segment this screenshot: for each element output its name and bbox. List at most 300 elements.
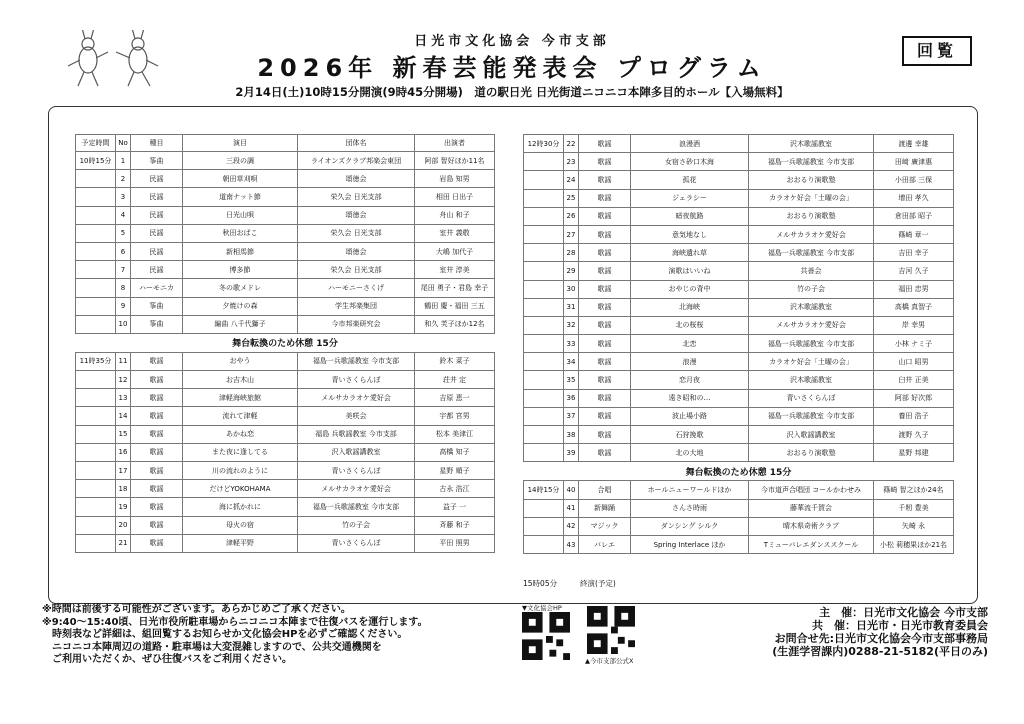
cell-piece: 北の桜桜 — [631, 316, 749, 334]
sponsor-line: (生涯学習課内)0288-21-5182(平日のみ) — [772, 645, 988, 658]
cell-performer: 小田部 三保 — [874, 171, 954, 189]
cell-piece: あかね恋 — [183, 425, 298, 443]
cell-time — [76, 462, 116, 480]
cell-no: 38 — [564, 426, 579, 444]
cell-no: 14 — [116, 407, 131, 425]
cell-genre: 歌謡 — [579, 225, 631, 243]
cell-time — [524, 335, 564, 353]
cell-piece: 流れて津軽 — [183, 407, 298, 425]
cell-genre: バレエ — [579, 535, 631, 553]
cell-time: 11時35分 — [76, 352, 116, 370]
cell-performer: 渡野 久子 — [874, 426, 954, 444]
cell-group: カラオケ好会「土曜の会」 — [749, 353, 874, 371]
cell-time — [524, 535, 564, 553]
circulation-stamp: 回覧 — [902, 36, 972, 66]
cell-piece: 秋田おばこ — [183, 224, 298, 242]
cell-no: 3 — [116, 188, 131, 206]
cell-no: 22 — [564, 135, 579, 153]
cell-time — [524, 426, 564, 444]
cell-genre: 民謡 — [131, 224, 183, 242]
cell-time — [524, 207, 564, 225]
cell-time — [76, 425, 116, 443]
program-row — [76, 279, 495, 297]
cell-performer: 高橋 真智子 — [874, 298, 954, 316]
cell-genre: 歌謡 — [579, 189, 631, 207]
cell-group: 頌徳会 — [298, 170, 415, 188]
sponsor-line: 共 催：日光市・日光市教育委員会 — [812, 619, 988, 632]
cell-time — [524, 153, 564, 171]
qr-code-x[interactable] — [587, 606, 635, 654]
program-row — [76, 443, 495, 461]
cell-no: 13 — [116, 389, 131, 407]
cell-performer: 阿部 智好ほか11名 — [415, 152, 495, 170]
cell-performer: 岩島 知男 — [415, 170, 495, 188]
cell-piece: 海峡遺れ草 — [631, 244, 749, 262]
cell-time — [524, 280, 564, 298]
header-time: 予定時間 — [76, 135, 116, 152]
cell-no: 12 — [116, 371, 131, 389]
cell-group: 福島一兵歌謡教室 今市支部 — [749, 407, 874, 425]
cell-performer: 室井 淳美 — [415, 261, 495, 279]
cell-performer: 相田 日出子 — [415, 188, 495, 206]
cell-no: 43 — [564, 535, 579, 553]
program-row — [76, 315, 495, 333]
cell-genre: 歌謡 — [131, 371, 183, 389]
cell-genre: 筝曲 — [131, 315, 183, 333]
cell-genre: 歌謡 — [579, 316, 631, 334]
cell-performer: 星野 邦建 — [874, 444, 954, 462]
cell-piece: 三段の調 — [183, 152, 298, 170]
cell-piece: 孤花 — [631, 171, 749, 189]
cell-time — [524, 371, 564, 389]
cell-genre: 歌謡 — [579, 135, 631, 153]
cell-genre: 歌謡 — [579, 262, 631, 280]
cell-performer: 田﨑 廣津惠 — [874, 153, 954, 171]
cell-genre: 歌謡 — [131, 534, 183, 552]
page-title: 2026年 新春芸能発表会 プログラム — [257, 54, 767, 82]
cell-time — [524, 499, 564, 517]
cell-time — [524, 262, 564, 280]
cell-piece: 北の大地 — [631, 444, 749, 462]
cell-no: 9 — [116, 297, 131, 315]
cell-performer: 篠崎 章一 — [874, 225, 954, 243]
cell-group: 青いさくらんぼ — [298, 462, 415, 480]
cell-no: 23 — [564, 153, 579, 171]
cell-genre: 民謡 — [131, 261, 183, 279]
cell-piece: 演歌はいいね — [631, 262, 749, 280]
cell-time — [76, 480, 116, 498]
program-row — [524, 316, 954, 334]
program-row — [524, 389, 954, 407]
cell-no: 29 — [564, 262, 579, 280]
program-row — [524, 153, 954, 171]
cell-piece: 道南ナット節 — [183, 188, 298, 206]
cell-time — [76, 534, 116, 552]
cell-no: 30 — [564, 280, 579, 298]
notes-block — [42, 604, 512, 667]
cell-group: 沢木歌謡教室 — [749, 135, 874, 153]
program-row — [76, 170, 495, 188]
cell-group: メルサカラオケ愛好会 — [749, 225, 874, 243]
program-row — [76, 498, 495, 516]
cell-genre: 筝曲 — [131, 297, 183, 315]
cell-performer: 大嶋 加代子 — [415, 242, 495, 260]
cell-genre: 民謡 — [131, 242, 183, 260]
cell-genre: 歌謡 — [579, 371, 631, 389]
cell-piece: 母火の宿 — [183, 516, 298, 534]
program-row — [76, 425, 495, 443]
cell-genre: 歌謡 — [579, 153, 631, 171]
cell-no: 8 — [116, 279, 131, 297]
cell-no: 39 — [564, 444, 579, 462]
cell-no: 40 — [564, 481, 579, 499]
cell-group: 藤華流千賀会 — [749, 499, 874, 517]
cell-genre: 新舞踊 — [579, 499, 631, 517]
header-piece: 演目 — [183, 135, 298, 152]
cell-group: 福島一兵歌謡教室 今市支部 — [749, 244, 874, 262]
cell-group: 竹の子会 — [749, 280, 874, 298]
cell-piece: ジェラシー — [631, 189, 749, 207]
cell-genre: 歌謡 — [131, 389, 183, 407]
cell-time — [76, 188, 116, 206]
cell-piece: 博多節 — [183, 261, 298, 279]
cell-genre: 歌謡 — [131, 425, 183, 443]
cell-group: 沢入歌謡講教室 — [749, 426, 874, 444]
program-row — [76, 297, 495, 315]
qr-code-hp[interactable] — [522, 612, 570, 660]
cell-no: 16 — [116, 443, 131, 461]
cell-group: 福島 兵歌謡教室 今市支部 — [298, 425, 415, 443]
cell-performer: 臼井 正美 — [874, 371, 954, 389]
sponsor-line: お問合せ先:日光市文化協会今市支部事務局 — [774, 632, 988, 645]
cell-group: 福島一兵歌謡教室 今市支部 — [298, 352, 415, 370]
cell-group: 青いさくらんぼ — [749, 389, 874, 407]
cell-group: 今市道声合唱団 コールかわせみ — [749, 481, 874, 499]
cell-piece: 朝田草刈唄 — [183, 170, 298, 188]
cell-time — [524, 389, 564, 407]
cell-piece: 遠き昭和の… — [631, 389, 749, 407]
cell-no: 37 — [564, 407, 579, 425]
cell-genre: 歌謡 — [579, 389, 631, 407]
cell-time — [76, 297, 116, 315]
cell-no: 11 — [116, 352, 131, 370]
program-row — [76, 462, 495, 480]
cell-group: 今市邦楽研究会 — [298, 315, 415, 333]
cell-no: 24 — [564, 171, 579, 189]
cell-no: 42 — [564, 517, 579, 535]
cell-group: 沢入歌謡講教室 — [298, 443, 415, 461]
cell-group: 沢木歌謡教室 — [749, 371, 874, 389]
cell-performer: 倉田部 昭子 — [874, 207, 954, 225]
program-row — [76, 352, 495, 370]
cell-performer: 小林 ナミ子 — [874, 335, 954, 353]
program-row — [524, 407, 954, 425]
program-row — [524, 171, 954, 189]
header-group: 団体名 — [298, 135, 415, 152]
cell-time — [524, 353, 564, 371]
cell-piece: ダンシング シルク — [631, 517, 749, 535]
cell-group: メルサカラオケ愛好会 — [298, 480, 415, 498]
cell-genre: 歌謡 — [579, 207, 631, 225]
cell-no: 33 — [564, 335, 579, 353]
cell-group: メルサカラオケ愛好会 — [298, 389, 415, 407]
intermission-row — [524, 462, 954, 481]
cell-time — [76, 170, 116, 188]
cell-piece: 意気地なし — [631, 225, 749, 243]
program-row — [524, 481, 954, 499]
intermission-label: 舞台転換のため休憩 15分 — [76, 333, 495, 352]
cell-performer: 福田 忠男 — [874, 280, 954, 298]
program-row — [524, 371, 954, 389]
cell-performer: 益子 一 — [415, 498, 495, 516]
cell-no: 21 — [116, 534, 131, 552]
cell-performer: 阿部 好次郎 — [874, 389, 954, 407]
cell-no: 18 — [116, 480, 131, 498]
organizer-line: 日光市文化協会 今市支部 — [414, 34, 610, 49]
cell-group: 青いさくらんぼ — [298, 371, 415, 389]
cell-time — [524, 225, 564, 243]
cell-genre: 歌謡 — [579, 335, 631, 353]
cell-no: 1 — [116, 152, 131, 170]
cell-performer: 荘井 定 — [415, 371, 495, 389]
cell-genre: 歌謡 — [131, 443, 183, 461]
intermission-label: 舞台転換のため休憩 15分 — [524, 462, 954, 481]
cell-piece: だけどYOKOHAMA — [183, 480, 298, 498]
cell-group: 学生邦楽集団 — [298, 297, 415, 315]
cell-group: 福島一兵歌謡教室 今市支部 — [298, 498, 415, 516]
cell-genre: 筝曲 — [131, 152, 183, 170]
program-row — [76, 242, 495, 260]
sponsor-line: 主 催：日光市文化協会 今市支部 — [819, 606, 988, 619]
program-row — [524, 426, 954, 444]
cell-group: ライオンズクラブ邦楽会東団 — [298, 152, 415, 170]
note-line: ご利用いただくか、ぜひ往復バスをご利用ください。 — [52, 654, 292, 665]
cell-genre: 民謡 — [131, 206, 183, 224]
cell-group: 共善会 — [749, 262, 874, 280]
cell-performer: 山口 昭男 — [874, 353, 954, 371]
cell-genre: マジック — [579, 517, 631, 535]
cell-genre: 歌謡 — [579, 426, 631, 444]
cell-time — [76, 498, 116, 516]
cell-performer: 岸 幸男 — [874, 316, 954, 334]
cell-performer: 平田 照男 — [415, 534, 495, 552]
cell-no: 31 — [564, 298, 579, 316]
program-row — [524, 353, 954, 371]
cell-piece: 波止場小路 — [631, 407, 749, 425]
cell-genre: 合唱 — [579, 481, 631, 499]
cell-no: 36 — [564, 389, 579, 407]
cell-piece: 編曲 八千代獅子 — [183, 315, 298, 333]
program-row — [76, 224, 495, 242]
header-no: No — [116, 135, 131, 152]
program-row — [76, 261, 495, 279]
cell-piece: お吉木山 — [183, 371, 298, 389]
cell-piece: 石狩挽歌 — [631, 426, 749, 444]
cell-group: 頌徳会 — [298, 242, 415, 260]
cell-time — [524, 517, 564, 535]
cell-no: 41 — [564, 499, 579, 517]
cell-group: 栄久会 日光支部 — [298, 224, 415, 242]
cell-no: 5 — [116, 224, 131, 242]
cell-genre: 歌謡 — [131, 516, 183, 534]
cell-performer: 古永 浩江 — [415, 480, 495, 498]
cell-performer: 高橋 知子 — [415, 443, 495, 461]
cell-performer: 小松 莉穂果ほか21名 — [874, 535, 954, 553]
cell-performer: 宇都 宮男 — [415, 407, 495, 425]
cell-group: 福島一兵歌謡教室 今市支部 — [749, 335, 874, 353]
cell-piece: 海に抓かれに — [183, 498, 298, 516]
cell-performer: 吉原 恵一 — [415, 389, 495, 407]
note-line: 時刻表など詳細は、組回覧するお知らせか文化協会HPを必ずご確認ください。 — [52, 629, 408, 640]
cell-performer: 尾田 勇子・君島 幸子 — [415, 279, 495, 297]
cell-piece: 暗夜航路 — [631, 207, 749, 225]
rabbit-illustration — [58, 30, 168, 90]
cell-piece: おやじの背中 — [631, 280, 749, 298]
header-performer: 出演者 — [415, 135, 495, 152]
program-row — [76, 407, 495, 425]
cell-genre: 歌謡 — [579, 280, 631, 298]
sponsor-block — [668, 606, 988, 658]
cell-time: 14時15分 — [524, 481, 564, 499]
cell-no: 35 — [564, 371, 579, 389]
cell-performer: 吉河 久子 — [874, 262, 954, 280]
cell-no: 27 — [564, 225, 579, 243]
cell-genre: 歌謡 — [131, 352, 183, 370]
cell-group: ハーモニーさくげ — [298, 279, 415, 297]
cell-no: 2 — [116, 170, 131, 188]
program-row — [524, 499, 954, 517]
cell-time — [76, 224, 116, 242]
cell-performer: 鈴木 菜子 — [415, 352, 495, 370]
cell-time — [76, 443, 116, 461]
cell-group: 青いさくらんぼ — [298, 534, 415, 552]
cell-time — [76, 516, 116, 534]
cell-time — [76, 279, 116, 297]
program-row — [524, 135, 954, 153]
program-row — [524, 189, 954, 207]
cell-genre: 歌謡 — [131, 462, 183, 480]
cell-group: 福島一兵歌謡教室 今市支部 — [749, 153, 874, 171]
cell-group: メルサカラオケ愛好会 — [749, 316, 874, 334]
cell-no: 15 — [116, 425, 131, 443]
cell-genre: 歌謡 — [579, 444, 631, 462]
cell-no: 7 — [116, 261, 131, 279]
cell-no: 20 — [116, 516, 131, 534]
cell-performer: 斉藤 和子 — [415, 516, 495, 534]
note-line: ニコニコ本陣周辺の道路・駐車場は大変混雑しますので、公共交通機関を — [52, 641, 382, 653]
cell-no: 6 — [116, 242, 131, 260]
note-line: ※時間は前後する可能性がございます。あらかじめご了承ください。 — [42, 604, 351, 615]
cell-performer: 矢崎 永 — [874, 517, 954, 535]
cell-time — [524, 244, 564, 262]
program-table-right — [523, 134, 954, 554]
cell-piece: 恋月夜 — [631, 371, 749, 389]
cell-performer: 松本 美津江 — [415, 425, 495, 443]
cell-time — [524, 444, 564, 462]
qr-label-x: ▲今市支部公式X — [585, 657, 634, 665]
program-row — [524, 280, 954, 298]
cell-piece: さんさ時雨 — [631, 499, 749, 517]
cell-group: 沢木歌謡教室 — [749, 298, 874, 316]
program-row — [76, 534, 495, 552]
cell-performer: 鶴田 慶・福田 三五 — [415, 297, 495, 315]
program-row — [524, 444, 954, 462]
cell-performer: 篠崎 智之ほか24名 — [874, 481, 954, 499]
program-row — [524, 262, 954, 280]
cell-group: 美咲会 — [298, 407, 415, 425]
program-row — [76, 516, 495, 534]
cell-piece: Spring Interlace ほか — [631, 535, 749, 553]
cell-piece: 浪漫酒 — [631, 135, 749, 153]
cell-no: 26 — [564, 207, 579, 225]
program-row — [76, 389, 495, 407]
cell-time — [76, 206, 116, 224]
cell-group: おおるり演歌塾 — [749, 444, 874, 462]
cell-no: 34 — [564, 353, 579, 371]
cell-time — [524, 189, 564, 207]
cell-genre: 民謡 — [131, 188, 183, 206]
cell-time — [524, 171, 564, 189]
cell-piece: ホールニューワールドほか — [631, 481, 749, 499]
cell-piece: また夜に逢してる — [183, 443, 298, 461]
program-row — [76, 188, 495, 206]
cell-time — [76, 315, 116, 333]
cell-no: 25 — [564, 189, 579, 207]
cell-piece: 冬の歌メドレ — [183, 279, 298, 297]
cell-genre: 歌謡 — [579, 407, 631, 425]
intermission-row — [76, 333, 495, 352]
cell-performer: 舟山 和子 — [415, 206, 495, 224]
cell-group: カラオケ好会「土曜の会」 — [749, 189, 874, 207]
cell-piece: おやう — [183, 352, 298, 370]
cell-time — [76, 389, 116, 407]
cell-time — [76, 242, 116, 260]
cell-piece: 川の流れのように — [183, 462, 298, 480]
program-row — [524, 207, 954, 225]
program-row — [524, 298, 954, 316]
cell-group: Tミューバレエダンススクール — [749, 535, 874, 553]
event-subtitle: 2月14日(土)10時15分開演(9時45分開場) 道の駅日光 日光街道ニコニコ本陣多目的ホール【入場無料】 — [235, 85, 789, 99]
cell-group: 晴木県奇術クラブ — [749, 517, 874, 535]
cell-performer: 吉田 幸子 — [874, 244, 954, 262]
cell-piece: 女宿さ砂口木海 — [631, 153, 749, 171]
cell-piece: 新相馬節 — [183, 242, 298, 260]
cell-piece: 津軽平野 — [183, 534, 298, 552]
cell-group: 竹の子会 — [298, 516, 415, 534]
cell-piece: 浪漫 — [631, 353, 749, 371]
program-row — [524, 517, 954, 535]
cell-performer: 渡邊 幸雄 — [874, 135, 954, 153]
qr-label-hp: ▼文化協会HP — [522, 604, 562, 612]
cell-time: 12時30分 — [524, 135, 564, 153]
cell-performer: 和久 芙子ほか12名 — [415, 315, 495, 333]
cell-no: 19 — [116, 498, 131, 516]
cell-genre: ハーモニカ — [131, 279, 183, 297]
cell-genre: 歌謡 — [579, 171, 631, 189]
cell-performer: 千籾 豊美 — [874, 499, 954, 517]
cell-group: 栄久会 日光支部 — [298, 188, 415, 206]
cell-piece: 北恋 — [631, 335, 749, 353]
cell-piece: 津軽海峡旅館 — [183, 389, 298, 407]
cell-genre: 歌謡 — [131, 480, 183, 498]
note-line: ※9:40～15:40頃、日光市役所駐車場からニコニコ本陣まで往復バスを運行します。 — [42, 616, 428, 628]
program-row — [524, 225, 954, 243]
cell-piece: 北海峡 — [631, 298, 749, 316]
cell-performer: 室井 義敬 — [415, 224, 495, 242]
cell-no: 28 — [564, 244, 579, 262]
program-table-left — [75, 134, 495, 553]
cell-no: 32 — [564, 316, 579, 334]
